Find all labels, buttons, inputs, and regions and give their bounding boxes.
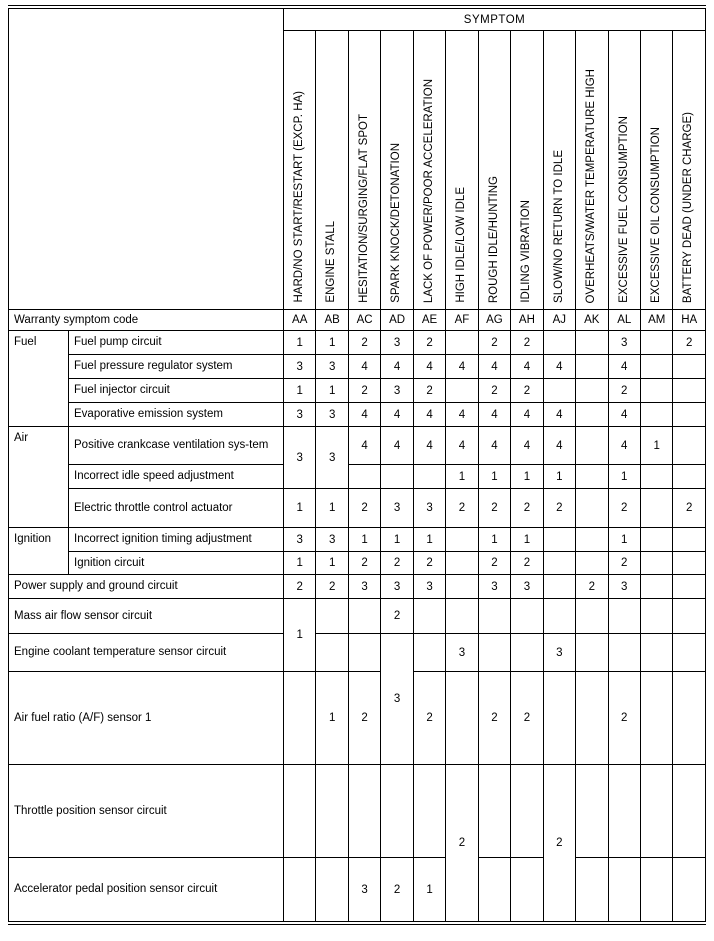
value-cell-AM: 1	[640, 427, 672, 465]
value-cell-AL	[608, 858, 640, 922]
row-label: Evaporative emission system	[69, 403, 284, 427]
value-cell-AG: 3	[478, 575, 510, 599]
value-cell-AA: 3	[284, 427, 316, 489]
value-cell-AM	[640, 355, 672, 379]
value-cell-AH	[511, 634, 543, 672]
value-cell-AG: 2	[478, 379, 510, 403]
value-cell-AA: 3	[284, 403, 316, 427]
value-cell-AD: 2	[381, 552, 413, 575]
value-cell-AH: 2	[511, 331, 543, 355]
vertical-text-wrap	[609, 31, 640, 309]
value-cell-AK	[576, 634, 608, 672]
value-cell-AC: 2	[348, 489, 380, 528]
value-cell-AL	[608, 765, 640, 858]
vertical-text-wrap	[316, 31, 347, 309]
value-cell-AA: 1	[284, 331, 316, 355]
value-cell-AJ: 4	[543, 355, 575, 379]
value-cell-AD: 4	[381, 403, 413, 427]
symptom-header-row	[9, 9, 706, 31]
value-cell-AB: 1	[316, 379, 348, 403]
value-cell-AF	[446, 599, 478, 634]
value-cell-AG	[478, 765, 510, 858]
value-cell-AK	[576, 489, 608, 528]
symptom-column-header	[640, 31, 672, 310]
value-cell-AD: 3	[381, 331, 413, 355]
table-row	[9, 355, 706, 379]
value-cell-AH	[511, 765, 543, 858]
row-label: Air fuel ratio (A/F) sensor 1	[9, 672, 284, 765]
value-cell-AC: 1	[348, 528, 380, 552]
value-cell-HA	[673, 427, 706, 465]
row-category: Air	[9, 427, 69, 528]
value-cell-AF	[446, 672, 478, 765]
value-cell-AH	[511, 858, 543, 922]
value-cell-AA	[284, 858, 316, 922]
value-cell-AL	[608, 634, 640, 672]
value-cell-AB: 1	[316, 672, 348, 765]
value-cell-AE: 4	[413, 427, 445, 465]
symptom-table-frame	[8, 5, 706, 925]
value-cell-AE: 2	[413, 672, 445, 765]
row-label: Mass air flow sensor circuit	[9, 599, 284, 634]
value-cell-AB: 3	[316, 528, 348, 552]
vertical-text-wrap	[544, 31, 575, 309]
value-cell-AH: 4	[511, 427, 543, 465]
value-cell-AC: 4	[348, 427, 380, 465]
value-cell-AE: 2	[413, 331, 445, 355]
row-label: Fuel pump circuit	[69, 331, 284, 355]
symptom-column-label: OVERHEATS/WATER TEMPERATURE HIGH	[585, 68, 598, 303]
value-cell-AL: 4	[608, 427, 640, 465]
value-cell-HA	[673, 672, 706, 765]
value-cell-AG: 1	[478, 465, 510, 489]
value-cell-AJ: 2	[543, 765, 575, 922]
value-cell-AL	[608, 599, 640, 634]
value-cell-HA: 2	[673, 331, 706, 355]
row-label: Fuel pressure regulator system	[69, 355, 284, 379]
value-cell-HA	[673, 379, 706, 403]
value-cell-AK	[576, 427, 608, 465]
vertical-text-wrap	[576, 31, 607, 309]
warranty-code-AE: AE	[413, 310, 445, 331]
value-cell-AF	[446, 528, 478, 552]
value-cell-AJ	[543, 599, 575, 634]
value-cell-AM	[640, 672, 672, 765]
table-row	[9, 331, 706, 355]
value-cell-AB: 3	[316, 427, 348, 489]
value-cell-AL: 2	[608, 379, 640, 403]
symptom-matrix-table	[8, 8, 706, 922]
value-cell-AE: 3	[413, 575, 445, 599]
value-cell-AE: 2	[413, 552, 445, 575]
value-cell-AA: 3	[284, 355, 316, 379]
symptom-column-label: HESITATION/SURGING/FLAT SPOT	[357, 114, 370, 303]
row-label: Positive crankcase ventilation sys-tem	[69, 427, 284, 465]
value-cell-AK	[576, 379, 608, 403]
vertical-text-wrap	[511, 31, 542, 309]
value-cell-AM	[640, 552, 672, 575]
value-cell-AH: 1	[511, 528, 543, 552]
value-cell-AM	[640, 634, 672, 672]
value-cell-AK	[576, 355, 608, 379]
table-row	[9, 634, 706, 672]
table-row	[9, 528, 706, 552]
value-cell-AF: 4	[446, 403, 478, 427]
value-cell-AM	[640, 765, 672, 858]
value-cell-AA: 3	[284, 528, 316, 552]
value-cell-AA: 2	[284, 575, 316, 599]
vertical-text-wrap	[446, 31, 477, 309]
warranty-code-AL: AL	[608, 310, 640, 331]
table-row	[9, 858, 706, 922]
table-row	[9, 465, 706, 489]
value-cell-AH: 4	[511, 355, 543, 379]
value-cell-HA	[673, 528, 706, 552]
table-row	[9, 379, 706, 403]
value-cell-AA	[284, 765, 316, 858]
table-row	[9, 765, 706, 858]
warranty-code-AH: AH	[511, 310, 543, 331]
value-cell-AH: 2	[511, 379, 543, 403]
value-cell-AE	[413, 465, 445, 489]
value-cell-AC: 3	[348, 858, 380, 922]
symptom-header: SYMPTOM	[284, 9, 706, 31]
value-cell-AJ	[543, 552, 575, 575]
value-cell-AE: 1	[413, 858, 445, 922]
warranty-code-AM: AM	[640, 310, 672, 331]
value-cell-AF: 2	[446, 489, 478, 528]
corner-cell	[9, 9, 284, 310]
value-cell-AF: 1	[446, 465, 478, 489]
symptom-column-header	[284, 31, 316, 310]
value-cell-AJ	[543, 575, 575, 599]
value-cell-AD: 3	[381, 489, 413, 528]
table-row	[9, 599, 706, 634]
symptom-column-label: SPARK KNOCK/DETONATION	[390, 143, 403, 303]
value-cell-AG	[478, 858, 510, 922]
symptom-column-header	[511, 31, 543, 310]
vertical-text-wrap	[641, 31, 672, 309]
value-cell-AA: 1	[284, 489, 316, 528]
value-cell-AE	[413, 634, 445, 672]
value-cell-AM	[640, 403, 672, 427]
symptom-column-header	[673, 31, 706, 310]
value-cell-AD: 2	[381, 599, 413, 634]
symptom-column-label: ROUGH IDLE/HUNTING	[487, 175, 500, 303]
value-cell-AL: 3	[608, 575, 640, 599]
symptom-column-header	[348, 31, 380, 310]
warranty-code-AD: AD	[381, 310, 413, 331]
value-cell-AK: 2	[576, 575, 608, 599]
value-cell-AD: 3	[381, 575, 413, 599]
value-cell-AM	[640, 489, 672, 528]
symptom-column-label: EXCESSIVE FUEL CONSUMPTION	[617, 116, 630, 303]
value-cell-AG: 4	[478, 403, 510, 427]
value-cell-AF	[446, 552, 478, 575]
table-row	[9, 552, 706, 575]
value-cell-AK	[576, 599, 608, 634]
symptom-column-label: EXCESSIVE OIL CONSUMPTION	[649, 127, 662, 303]
value-cell-AC: 2	[348, 672, 380, 765]
value-cell-AH: 1	[511, 465, 543, 489]
warranty-label: Warranty symptom code	[9, 310, 284, 331]
value-cell-AH	[511, 599, 543, 634]
value-cell-AJ: 4	[543, 427, 575, 465]
value-cell-AG: 4	[478, 427, 510, 465]
value-cell-AC: 2	[348, 379, 380, 403]
value-cell-AJ	[543, 379, 575, 403]
value-cell-AL: 1	[608, 465, 640, 489]
warranty-code-AG: AG	[478, 310, 510, 331]
symptom-column-label: SLOW/NO RETURN TO IDLE	[552, 150, 565, 303]
row-label: Electric throttle control actuator	[69, 489, 284, 528]
value-cell-AD: 3	[381, 379, 413, 403]
symptom-column-label: LACK OF POWER/POOR ACCELERATION	[422, 78, 435, 303]
row-category: Fuel	[9, 331, 69, 427]
value-cell-AC	[348, 599, 380, 634]
value-cell-AB	[316, 634, 348, 672]
value-cell-AD	[381, 465, 413, 489]
value-cell-HA	[673, 552, 706, 575]
value-cell-HA	[673, 765, 706, 858]
row-label: Ignition circuit	[69, 552, 284, 575]
value-cell-AD: 4	[381, 355, 413, 379]
value-cell-AJ: 1	[543, 465, 575, 489]
value-cell-AE	[413, 765, 445, 858]
value-cell-AF	[446, 575, 478, 599]
value-cell-AC	[348, 765, 380, 858]
row-category: Ignition	[9, 528, 69, 575]
row-label: Incorrect ignition timing adjustment	[69, 528, 284, 552]
value-cell-AF: 4	[446, 427, 478, 465]
warranty-code-row	[9, 310, 706, 331]
table-row	[9, 427, 706, 465]
symptom-column-header	[608, 31, 640, 310]
warranty-code-HA: HA	[673, 310, 706, 331]
manual-page	[8, 5, 706, 925]
symptom-column-header	[316, 31, 348, 310]
warranty-code-AF: AF	[446, 310, 478, 331]
value-cell-AK	[576, 331, 608, 355]
value-cell-AG: 1	[478, 528, 510, 552]
value-cell-AH: 2	[511, 552, 543, 575]
row-label: Engine coolant temperature sensor circuit	[9, 634, 284, 672]
value-cell-AK	[576, 765, 608, 858]
value-cell-HA	[673, 575, 706, 599]
value-cell-AA: 1	[284, 552, 316, 575]
value-cell-AL: 3	[608, 331, 640, 355]
value-cell-AD: 4	[381, 427, 413, 465]
value-cell-AL: 2	[608, 489, 640, 528]
value-cell-AB	[316, 765, 348, 858]
value-cell-AM	[640, 599, 672, 634]
vertical-text-wrap	[673, 31, 705, 309]
symptom-column-header	[413, 31, 445, 310]
value-cell-AC	[348, 465, 380, 489]
value-cell-AC: 3	[348, 575, 380, 599]
value-cell-AF: 2	[446, 765, 478, 922]
value-cell-AB	[316, 599, 348, 634]
value-cell-AD: 1	[381, 528, 413, 552]
value-cell-HA	[673, 634, 706, 672]
value-cell-AJ: 3	[543, 634, 575, 672]
value-cell-AE: 2	[413, 379, 445, 403]
value-cell-AB: 1	[316, 489, 348, 528]
symptom-column-header	[381, 31, 413, 310]
value-cell-AK	[576, 528, 608, 552]
value-cell-AE: 4	[413, 355, 445, 379]
row-label: Incorrect idle speed adjustment	[69, 465, 284, 489]
value-cell-AB: 3	[316, 403, 348, 427]
value-cell-AA: 1	[284, 379, 316, 403]
vertical-text-wrap	[284, 31, 315, 309]
value-cell-HA	[673, 403, 706, 427]
value-cell-AE	[413, 599, 445, 634]
value-cell-AK	[576, 552, 608, 575]
symptom-column-label: BATTERY DEAD (UNDER CHARGE)	[682, 111, 695, 303]
value-cell-AJ: 2	[543, 489, 575, 528]
warranty-code-AJ: AJ	[543, 310, 575, 331]
row-label: Power supply and ground circuit	[9, 575, 284, 599]
value-cell-AD: 3	[381, 634, 413, 765]
value-cell-HA	[673, 355, 706, 379]
symptom-column-label: HIGH IDLE/LOW IDLE	[455, 187, 468, 303]
value-cell-AK	[576, 672, 608, 765]
warranty-code-AC: AC	[348, 310, 380, 331]
symptom-column-header	[543, 31, 575, 310]
row-label: Fuel injector circuit	[69, 379, 284, 403]
value-cell-AL: 4	[608, 355, 640, 379]
table-row	[9, 672, 706, 765]
value-cell-AF: 4	[446, 355, 478, 379]
symptom-column-header	[478, 31, 510, 310]
value-cell-HA: 2	[673, 489, 706, 528]
value-cell-AG: 4	[478, 355, 510, 379]
value-cell-AE: 3	[413, 489, 445, 528]
value-cell-AM	[640, 575, 672, 599]
value-cell-AD: 2	[381, 858, 413, 922]
value-cell-AH: 2	[511, 489, 543, 528]
row-label: Accelerator pedal position sensor circuit	[9, 858, 284, 922]
value-cell-AM	[640, 465, 672, 489]
value-cell-AM	[640, 528, 672, 552]
value-cell-AB	[316, 858, 348, 922]
value-cell-AC: 2	[348, 331, 380, 355]
value-cell-AB: 1	[316, 552, 348, 575]
value-cell-AG	[478, 599, 510, 634]
value-cell-AK	[576, 403, 608, 427]
value-cell-AH: 4	[511, 403, 543, 427]
value-cell-AM	[640, 858, 672, 922]
table-row	[9, 489, 706, 528]
value-cell-HA	[673, 465, 706, 489]
symptom-column-header	[576, 31, 608, 310]
value-cell-AC	[348, 634, 380, 672]
value-cell-AF	[446, 379, 478, 403]
value-cell-AK	[576, 858, 608, 922]
value-cell-AH: 3	[511, 575, 543, 599]
vertical-text-wrap	[349, 31, 380, 309]
value-cell-AH: 2	[511, 672, 543, 765]
vertical-text-wrap	[414, 31, 445, 309]
value-cell-AF	[446, 331, 478, 355]
value-cell-AC: 2	[348, 552, 380, 575]
symptom-column-label: IDLING VIBRATION	[520, 200, 533, 303]
value-cell-AC: 4	[348, 403, 380, 427]
value-cell-AB: 1	[316, 331, 348, 355]
value-cell-AG: 2	[478, 331, 510, 355]
value-cell-AG: 2	[478, 552, 510, 575]
vertical-text-wrap	[381, 31, 412, 309]
value-cell-AL: 4	[608, 403, 640, 427]
value-cell-AK	[576, 465, 608, 489]
value-cell-AD	[381, 765, 413, 858]
value-cell-AJ	[543, 331, 575, 355]
value-cell-AF: 3	[446, 634, 478, 672]
symptom-column-label: HARD/NO START/RESTART (EXCP. HA)	[292, 91, 305, 303]
value-cell-AG	[478, 634, 510, 672]
table-row	[9, 403, 706, 427]
value-cell-AM	[640, 331, 672, 355]
value-cell-AB: 2	[316, 575, 348, 599]
table-row	[9, 575, 706, 599]
warranty-code-AB: AB	[316, 310, 348, 331]
warranty-code-AA: AA	[284, 310, 316, 331]
value-cell-AC: 4	[348, 355, 380, 379]
value-cell-AG: 2	[478, 489, 510, 528]
value-cell-AJ: 4	[543, 403, 575, 427]
vertical-text-wrap	[479, 31, 510, 309]
value-cell-AJ	[543, 672, 575, 765]
value-cell-AJ	[543, 528, 575, 552]
warranty-code-AK: AK	[576, 310, 608, 331]
value-cell-AB: 3	[316, 355, 348, 379]
value-cell-AL: 1	[608, 528, 640, 552]
value-cell-AE: 4	[413, 403, 445, 427]
value-cell-AL: 2	[608, 672, 640, 765]
value-cell-HA	[673, 858, 706, 922]
value-cell-AM	[640, 379, 672, 403]
symptom-column-header	[446, 31, 478, 310]
value-cell-HA	[673, 599, 706, 634]
value-cell-AL: 2	[608, 552, 640, 575]
value-cell-AE: 1	[413, 528, 445, 552]
row-label: Throttle position sensor circuit	[9, 765, 284, 858]
value-cell-AA	[284, 672, 316, 765]
symptom-column-label: ENGINE STALL	[325, 221, 338, 303]
value-cell-AA: 1	[284, 599, 316, 672]
value-cell-AG: 2	[478, 672, 510, 765]
